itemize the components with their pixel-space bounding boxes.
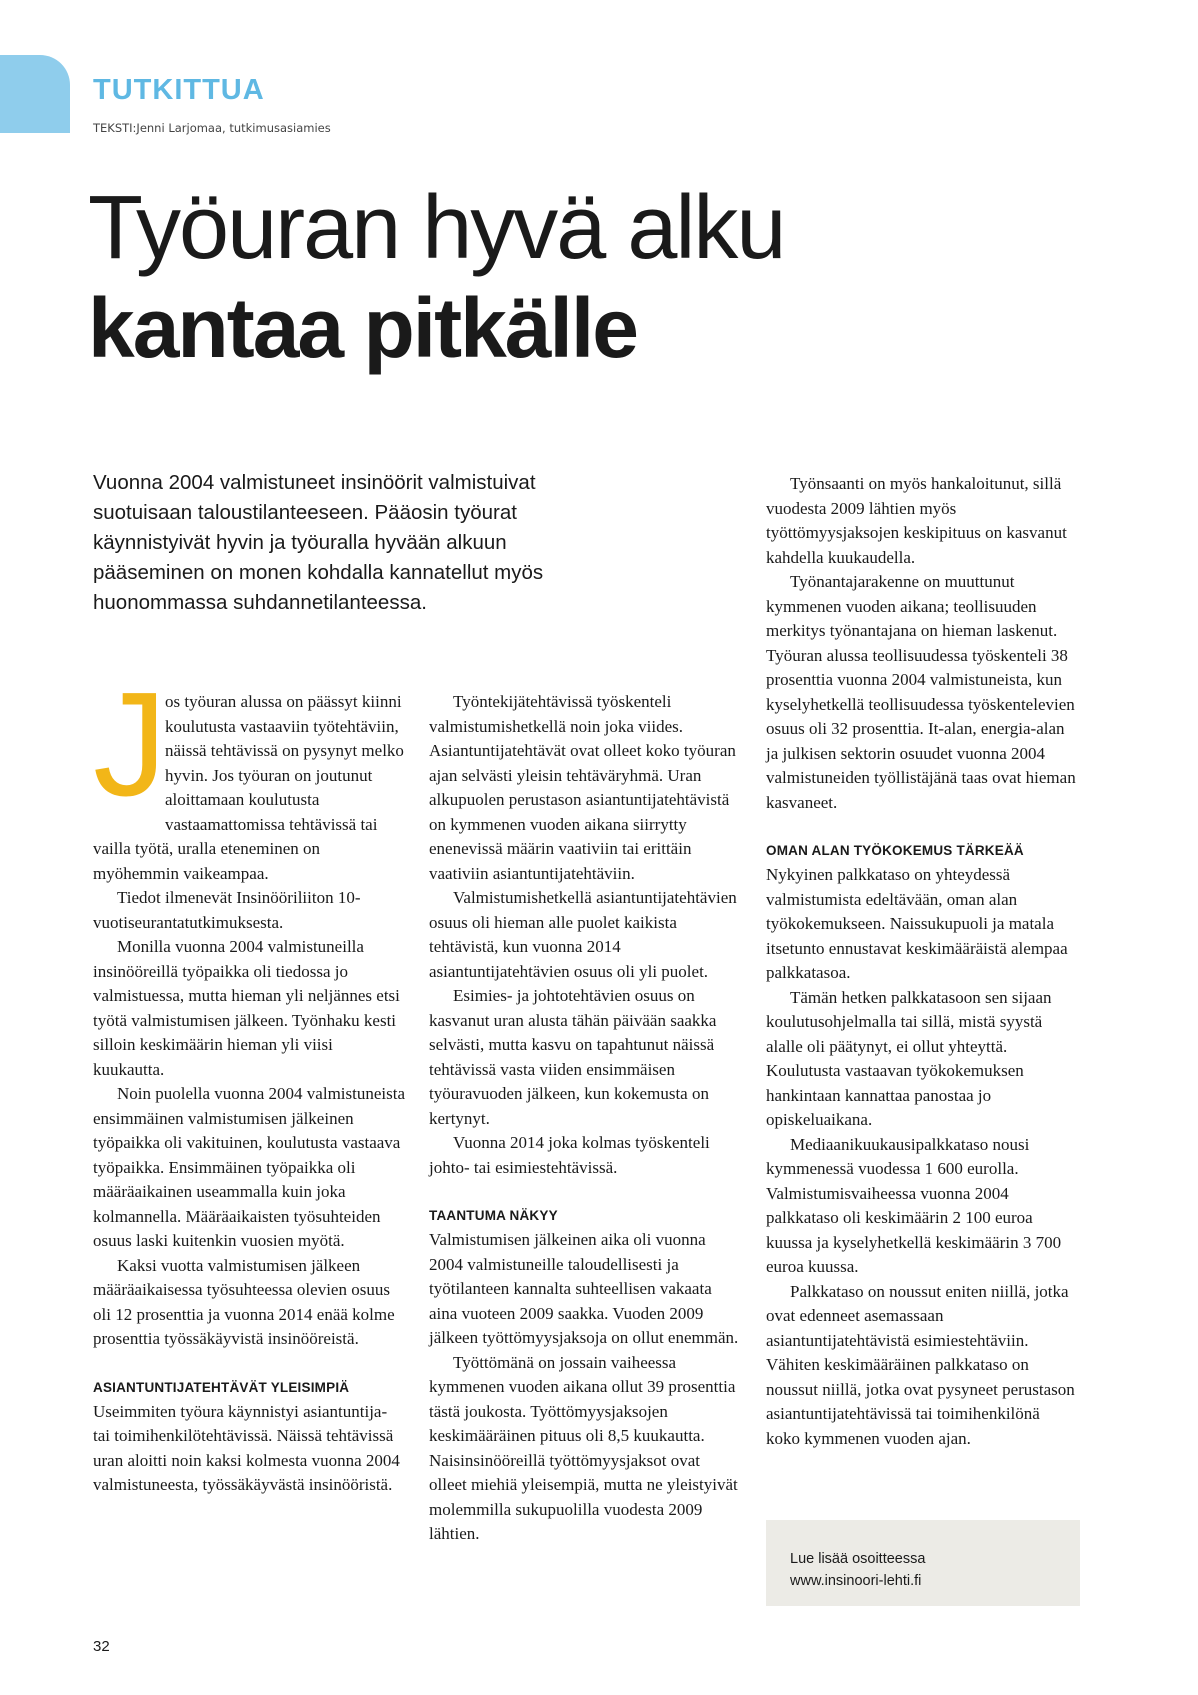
more-info-link[interactable]: www.insinoori-lehti.fi <box>790 1573 922 1589</box>
article-title <box>88 178 784 378</box>
more-info-line-1: Lue lisää osoitteessa <box>790 1551 926 1567</box>
column3-paragraph-3: Nykyinen palkkataso on yhteydessä valmistumista edeltävään, oman alan työkokemukseen. Naissukupuoli ja matala itsetunto ennustavat keskimääräistä alempaa palkkatasoa. <box>766 865 1068 982</box>
article-column-3 <box>766 472 1078 1451</box>
column1-paragraph-4: Noin puolella vuonna 2004 valmistuneista ensimmäinen valmistumisen jälkeinen työpaikka oli vakituinen, koulutusta vastaava työpaikka. Ensimmäinen työpaikka oli määräaikainen useammalla kuin joka kolmannella. Määräaikaisten työsuhteiden osuus laski kuitenkin vuosien myötä. <box>93 1084 406 1250</box>
column2-paragraph-2: Valmistumishetkellä asiantuntijatehtävien osuus oli hieman alle puolet kaikista tehtävistä, kun vuonna 2014 asiantuntijatehtävien osuus oli yli puolet. <box>429 888 737 981</box>
column3-paragraph-6: Palkkataso on noussut eniten niillä, jotka ovat edenneet asemassaan asiantuntijatehtävistä esimiestehtäviin. Vähiten keskimääräinen palkkataso on noussut niillä, jotka ovat pysyneet perustason asiantuntijatehtävissä tai toimihenkilönä koko kymmenen vuoden ajan. <box>766 1281 1075 1448</box>
page-number: 32 <box>93 1638 110 1655</box>
column2-paragraph-3: Esimies- ja johtotehtävien osuus on kasvanut uran alusta tähän päivään saakka selvästi, mutta kasvu on tapahtunut näissä tehtävissä vasta viiden ensimmäisen työuravuoden jälkeen, kun kokemusta on kertynyt. <box>429 986 717 1128</box>
column1-paragraph-5: Kaksi vuotta valmistumisen jälkeen määräaikaisessa työsuhteessa olevien osuus oli 12 prosenttia ja vuonna 2014 enää kolme prosenttia työssäkäyvistä insinööreistä. <box>93 1255 395 1348</box>
column2-paragraph-1: Työntekijätehtävissä työskenteli valmistumishetkellä noin joka viides. Asiantuntijatehtävät ovat olleet koko työuran ajan selvästi yleisin tehtäväryhmä. Uran alkupuolen perustason asiantuntijatehtävistä on kymmenen vuoden aikana siirrytty enenevissä määrin vaativiin tai erittäin vaativiin asiantuntijatehtäviin. <box>429 692 736 883</box>
article-column-1 <box>93 662 406 1498</box>
title-line-2: kantaa pitkälle <box>88 281 637 375</box>
more-info-text <box>790 1548 925 1592</box>
column3-paragraph-4: Tämän hetken palkkatasoon sen sijaan koulutusohjelmalla tai sillä, mistä syystä alalle oli päätynyt, ei ollut yhteyttä. Koulutusta vastaavan työkokemuksen hankintaan kannattaa panostaa jo opiskeluaikana. <box>766 987 1052 1129</box>
column1-subheading: ASIANTUNTIJATEHTÄVÄT YLEISIMPIÄ <box>93 1379 350 1395</box>
section-label: TUTKITTUA <box>93 74 265 106</box>
column3-paragraph-2: Työnantajarakenne on muuttunut kymmenen vuoden aikana; teollisuuden merkitys työnantajana on hieman laskenut. Työuran alussa teollisuudessa työskenteli 38 prosenttia vuonna 2004 valmistuneista, kun kyselyhetkellä teollisuudessa työskentelevien osuus oli 32 prosenttia. It-alan, energia-alan ja julkisen sektorin osuudet vuonna 2004 valmistuneiden työllistäjänä taas ovat hieman kasvaneet. <box>766 572 1076 812</box>
byline: TEKSTI:Jenni Larjomaa, tutkimusasiamies <box>93 121 331 135</box>
column1-paragraph-1-text: os työuran alussa on päässyt kiinni koulutusta vastaaviin työtehtäviin, näissä tehtävissä on pysynyt melko hyvin. Jos työuran on joutunut aloittamaan koulutusta vastaamattomissa tehtävissä tai vailla työtä, uralla eteneminen on myöhemmin vaikeampaa. <box>93 692 404 883</box>
column2-paragraph-5: Valmistumisen jälkeinen aika oli vuonna 2004 valmistuneille taloudellisesti ja työtilanteen kannalta suhteellisen vakaata aina vuoteen 2009 saakka. Vuoden 2009 jälkeen työttömyysjaksoja on ollut enemmän. <box>429 1230 739 1347</box>
column2-subheading: TAANTUMA NÄKYY <box>429 1208 558 1223</box>
column2-paragraph-6: Työttömänä on jossain vaiheessa kymmenen vuoden aikana ollut 39 prosenttia tästä joukosta. Työttömyysjaksojen keskimääräinen pituus oli 8,5 kuukautta. Naisinsinööreillä työttömyysjaksot ovat olleet miehiä yleisempiä, mutta ne yleistyivät molemmilla sukupuolilla vuodesta 2009 lähtien. <box>429 1352 738 1543</box>
article-column-2 <box>429 690 741 1547</box>
more-info-box <box>766 1520 1080 1606</box>
title-line-1: Työuran hyvä alku <box>88 178 785 278</box>
column1-paragraph-1 <box>93 662 405 886</box>
column3-subheading: OMAN ALAN TYÖKOKEMUS TÄRKEÄÄ <box>766 843 1024 858</box>
column3-paragraph-1: Työnsaanti on myös hankaloitunut, sillä vuodesta 2009 lähtien myös työttömyysjaksojen keskipituus on kasvanut kahdella kuukaudella. <box>766 474 1067 567</box>
section-tab-marker <box>0 55 70 133</box>
drop-cap: J <box>93 662 167 827</box>
column3-paragraph-5: Mediaanikuukausipalkkataso nousi kymmenessä vuodessa 1 600 eurolla. Valmistumisvaiheessa vuonna 2004 palkkataso oli keskimäärin 2 100 euroa kuussa ja kyselyhetkellä keskimäärin 3 700 euroa kuussa. <box>766 1134 1062 1276</box>
column2-paragraph-4: Vuonna 2014 joka kolmas työskenteli johto- tai esimiestehtävissä. <box>429 1133 710 1177</box>
column1-paragraph-3: Monilla vuonna 2004 valmistuneilla insinööreillä työpaikka oli tiedossa jo valmistuessa, mutta hieman yli neljännes etsi työtä valmistumisen jälkeen. Työnhaku kesti silloin keskimäärin hieman yli viisi kuukautta. <box>93 937 400 1079</box>
column1-paragraph-2: Tiedot ilmenevät Insinööriliiton 10-vuotiseurantatutkimuksesta. <box>93 888 361 932</box>
column1-paragraph-6: Useimmiten työura käynnistyi asiantuntija- tai toimihenkilötehtävissä. Näissä tehtävissä uran aloitti noin kaksi kolmesta vuonna 2004 valmistuneesta, työssäkäyvästä insinööristä. <box>93 1401 400 1494</box>
lede-paragraph: Vuonna 2004 valmistuneet insinöörit valmistuivat suotuisaan taloustilanteeseen. Pääosin työurat käynnistyivät hyvin ja työuralla hyvään alkuun pääseminen on monen kohdalla kannatellut myös huonommassa suhdannetilanteessa. <box>93 471 544 614</box>
